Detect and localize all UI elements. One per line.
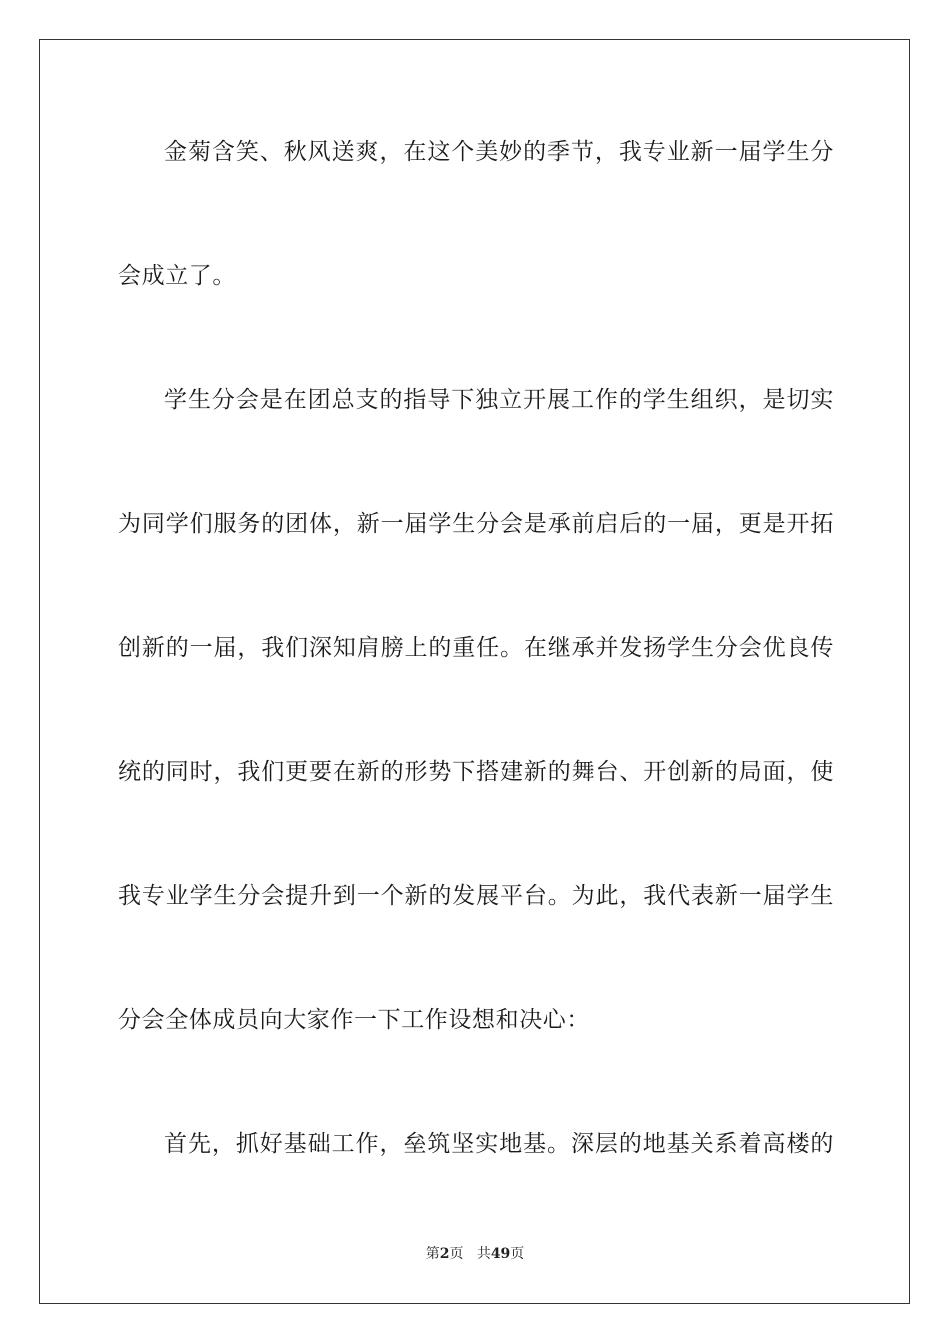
footer-total-pages: 49 — [490, 1246, 511, 1262]
footer-total-prefix: 共 — [476, 1246, 491, 1262]
paragraph-1-line-1: 金菊含笑、秋风送爽，在这个美妙的季节，我专业新一届学生分 — [164, 139, 834, 165]
paragraph-2-line-3: 创新的一届，我们深知肩膀上的重任。在继承并发扬学生分会优良传 — [118, 635, 834, 661]
footer-total-suffix: 页 — [510, 1246, 525, 1262]
footer-page-number: 2 — [439, 1246, 450, 1262]
footer-page-suffix: 页 — [449, 1246, 464, 1262]
paragraph-3-line-1: 首先，抓好基础工作，垒筑坚实地基。深层的地基关系着高楼的 — [164, 1131, 834, 1157]
page-footer — [0, 1245, 950, 1263]
paragraph-2-line-6: 分会全体成员向大家作一下工作设想和决心： — [118, 1007, 590, 1033]
paragraph-2-line-5: 我专业学生分会提升到一个新的发展平台。为此，我代表新一届学生 — [118, 883, 834, 909]
page-border — [39, 39, 910, 1304]
paragraph-2-line-4: 统的同时，我们更要在新的形势下搭建新的舞台、开创新的局面，使 — [118, 759, 834, 785]
paragraph-2-line-2: 为同学们服务的团体，新一届学生分会是承前启后的一届，更是开拓 — [118, 511, 834, 537]
paragraph-1-line-2: 会成立了。 — [118, 263, 236, 289]
paragraph-2-line-1: 学生分会是在团总支的指导下独立开展工作的学生组织，是切实 — [164, 387, 834, 413]
footer-page-prefix: 第 — [425, 1246, 440, 1262]
